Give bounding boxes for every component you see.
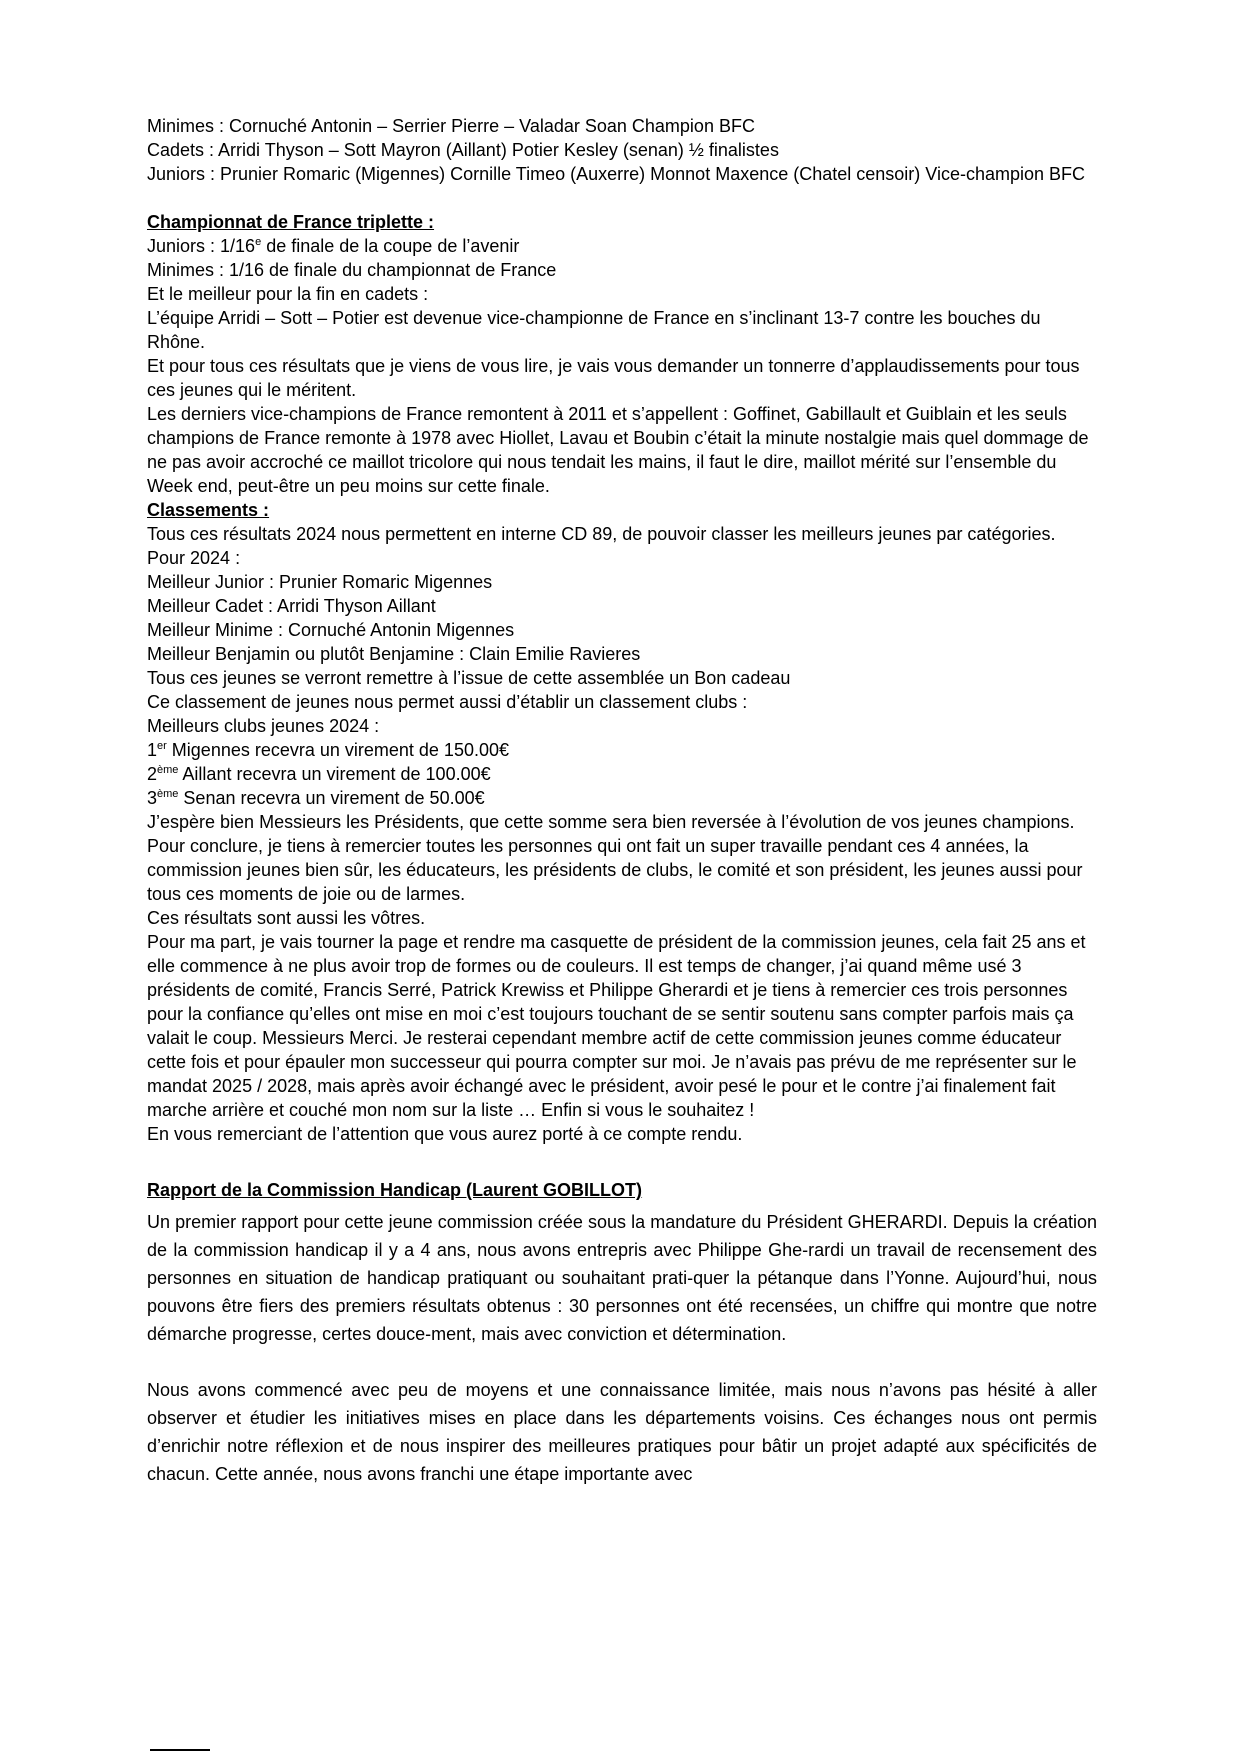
classements-conclure: Pour conclure, je tiens à remercier toutes les personnes qui ont fait un super travaille pendant ces 4 années, la commission jeunes bien sûr, les éducateurs, les présidents de clubs, le comité et son président, les jeunes aussi pour tous ces moments de joie ou de larmes.	[147, 836, 1083, 904]
championnat-minimes: Minimes : 1/16 de finale du championnat de France	[147, 260, 557, 280]
championnat-heading: Championnat de France triplette :	[147, 212, 435, 232]
championnat-meilleur: Et le meilleur pour la fin en cadets :	[147, 284, 429, 304]
championnat-juniors: Juniors : 1/16e de finale de la coupe de l’avenir	[147, 236, 520, 256]
classements-espere: J’espère bien Messieurs les Présidents, que cette somme sera bien reversée à l’évolution de vos jeunes champions.	[147, 812, 1075, 832]
classements-section	[147, 498, 1097, 1146]
classements-cadet: Meilleur Cadet : Arridi Thyson Aillant	[147, 596, 436, 616]
footer-divider	[150, 1749, 210, 1751]
classements-clubs-title: Meilleurs clubs jeunes 2024 :	[147, 716, 380, 736]
handicap-paragraph-1: Un premier rapport pour cette jeune commission créée sous la mandature du Président GHERARDI. Depuis la création de la commission handicap il y a 4 ans, nous avons entrepris avec Philippe Ghe-rardi un travail de recensement des personnes en situation de handicap pratiquant ou souhaitant prati-quer la pétanque dans l’Yonne. Aujourd’hui, nous pouvons être fiers des premiers résultats obtenus : 30 personnes ont été recensées, un chiffre qui montre que notre démarche progresse, certes douce-ment, mais avec conviction et détermination.	[147, 1212, 1097, 1344]
classements-pour: Pour 2024 :	[147, 548, 241, 568]
club-rank-3: 3ème Senan recevra un virement de 50.00€	[147, 788, 485, 808]
championnat-tonnerre: Et pour tous ces résultats que je viens de vous lire, je vais vous demander un tonnerre d’applaudissements pour tous ces jeunes qui le méritent.	[147, 356, 1080, 400]
championnat-section	[147, 210, 1097, 498]
championnat-derniers: Les derniers vice-champions de France remontent à 2011 et s’appellent : Goffinet, Gabillault et Guiblain et les seuls champions de France remonte à 1978 avec Hiollet, Lavau et Boubin c’était la minute nostalgie mais quel dommage de ne pas avoir accroché ce maillot tricolore qui nous tendait les mains, il faut le dire, maillot mérité sur l’ensemble du Week end, peut-être un peu moins sur cette finale.	[147, 404, 1089, 496]
classements-heading: Classements :	[147, 500, 270, 520]
classements-minime: Meilleur Minime : Cornuché Antonin Migennes	[147, 620, 515, 640]
document-page	[147, 114, 1097, 1488]
handicap-paragraph-2: Nous avons commencé avec peu de moyens et une connaissance limitée, mais nous n’avons pas hésité à aller observer et étudier les initiatives mises en place dans les départements voisins. Ces échanges nous ont permis d’enrichir notre réflexion et de nous inspirer des meilleures pratiques pour bâtir un projet adapté aux spécificités de chacun. Cette année, nous avons franchi une étape importante avec	[147, 1380, 1097, 1484]
club-rank-1: 1er Migennes recevra un virement de 150.00€	[147, 740, 509, 760]
championnat-equipe: L’équipe Arridi – Sott – Potier est devenue vice-championne de France en s’inclinant 13-7 contre les bouches du Rhône.	[147, 308, 1041, 352]
results-minimes: Minimes : Cornuché Antonin – Serrier Pierre – Valadar Soan Champion BFC	[147, 116, 755, 136]
classements-intro: Tous ces résultats 2024 nous permettent en interne CD 89, de pouvoir classer les meilleurs jeunes par catégories.	[147, 524, 1056, 544]
results-cadets: Cadets : Arridi Thyson – Sott Mayron (Aillant) Potier Kesley (senan) ½ finalistes	[147, 140, 779, 160]
classements-cadeau: Tous ces jeunes se verront remettre à l’issue de cette assemblée un Bon cadeau	[147, 668, 791, 688]
results-section	[147, 114, 1097, 186]
results-juniors: Juniors : Prunier Romaric (Migennes) Cornille Timeo (Auxerre) Monnot Maxence (Chatel censoir) Vice-champion BFC	[147, 164, 1086, 184]
classements-ma-part: Pour ma part, je vais tourner la page et rendre ma casquette de président de la commission jeunes, cela fait 25 ans et elle commence à ne plus avoir trop de formes ou de couleurs. Il est temps de changer, j’ai quand même usé 3 présidents de comité, Francis Serré, Patrick Krewiss et Philippe Gherardi et je tiens à remercier ces trois personnes pour la confiance qu’elles ont mise en moi c’est toujours touchant de se sentir soutenu sans compter parfois mais ça valait le coup. Messieurs Merci. Je resterai cependant membre actif de cette commission jeunes comme éducateur cette fois et pour épauler mon successeur qui pourra compter sur moi. Je n’avais pas prévu de me représenter sur le mandat 2025 / 2028, mais après avoir échangé avec le président, avoir pesé le pour et le contre j’ai finalement fait marche arrière et couché mon nom sur la liste … Enfin si vous le souhaitez !	[147, 932, 1086, 1120]
classements-clubs-intro: Ce classement de jeunes nous permet aussi d’établir un classement clubs :	[147, 692, 748, 712]
handicap-section	[147, 1176, 1097, 1488]
classements-votres: Ces résultats sont aussi les vôtres.	[147, 908, 426, 928]
club-rank-2: 2ème Aillant recevra un virement de 100.00€	[147, 764, 491, 784]
classements-remerciant: En vous remerciant de l’attention que vous aurez porté à ce compte rendu.	[147, 1124, 743, 1144]
classements-junior: Meilleur Junior : Prunier Romaric Migennes	[147, 572, 493, 592]
classements-benjamin: Meilleur Benjamin ou plutôt Benjamine : Clain Emilie Ravieres	[147, 644, 641, 664]
handicap-heading: Rapport de la Commission Handicap (Laurent GOBILLOT)	[147, 1180, 643, 1200]
